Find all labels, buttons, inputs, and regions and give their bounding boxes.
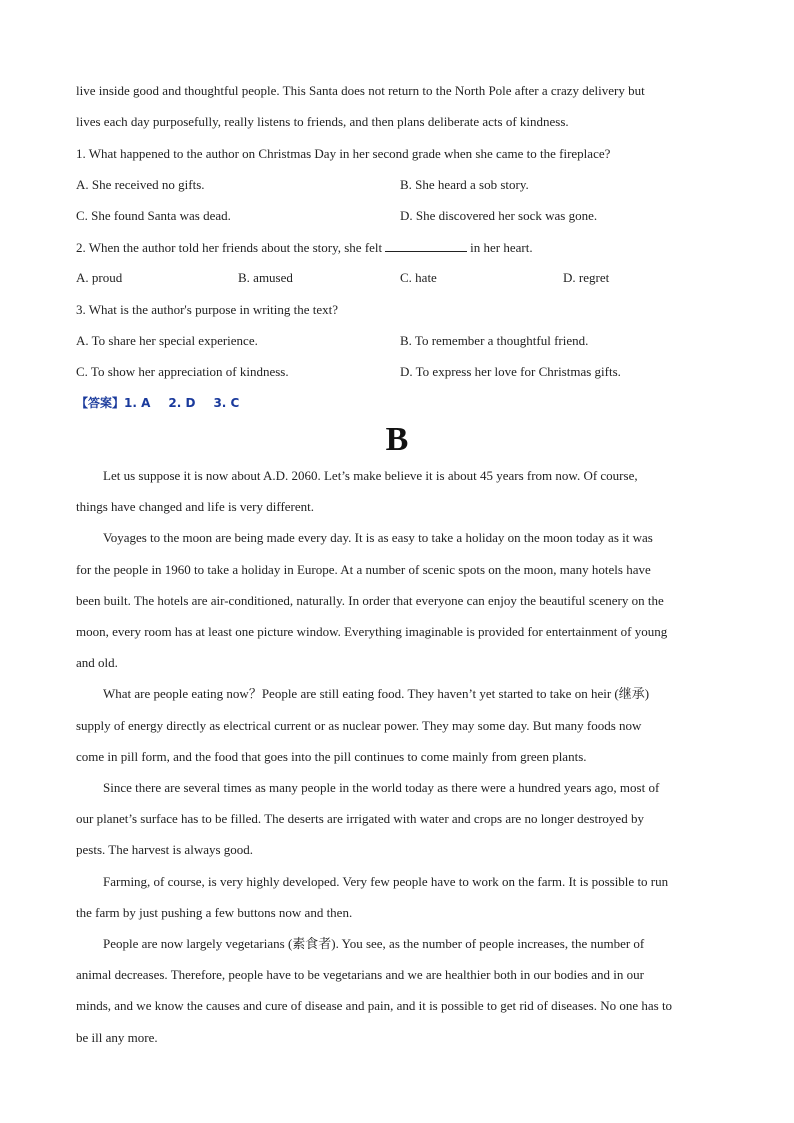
question-3-text: 3. What is the author's purpose in writing the text?	[76, 302, 339, 317]
intro-line: lives each day purposefully, really listens to friends, and then plans deliberate acts of kindness.	[76, 114, 569, 129]
question-1-option-c: C. She found Santa was dead.	[76, 208, 231, 223]
question-2-option-b: B. amused	[238, 270, 293, 285]
passage-line: our planet’s surface has to be filled. The deserts are irrigated with water and crops are no longer destroyed by	[76, 811, 644, 826]
passage-line: come in pill form, and the food that goes into the pill continues to come mainly from green plants.	[76, 749, 587, 764]
question-3-option-d: D. To express her love for Christmas gifts.	[400, 364, 621, 379]
passage-line: animal decreases. Therefore, people have to be vegetarians and we are healthier both in our bodies and in our	[76, 967, 644, 982]
question-2-option-a: A. proud	[76, 270, 123, 285]
answer-item: 2. D	[168, 396, 196, 410]
section-title: B	[385, 421, 409, 458]
passage-line: Since there are several times as many people in the world today as there were a hundred years ago, most of	[103, 780, 660, 795]
question-1-option-b: B. She heard a sob story.	[400, 177, 529, 192]
passage-line: be ill any more.	[76, 1030, 158, 1045]
question-2-option-c: C. hate	[400, 270, 437, 285]
passage-line: People are now largely vegetarians (素食者). You see, as the number of people increases, the number of	[103, 936, 645, 951]
question-2-text	[76, 238, 720, 257]
question-1-option-a: A. She received no gifts.	[76, 177, 205, 192]
passage-line: moon, every room has at least one picture window. Everything imaginable is provided for entertainment of young	[76, 624, 668, 639]
question-3-option-b: B. To remember a thoughtful friend.	[400, 333, 589, 348]
answer-blank	[385, 238, 467, 252]
passage-line: supply of energy directly as electrical current or as nuclear power. They may some day. But many foods now	[76, 718, 642, 733]
question-3-option-a: A. To share her special experience.	[76, 333, 258, 348]
question-2-option-d: D. regret	[563, 270, 610, 285]
question-2-text-after: in her heart.	[470, 240, 533, 255]
question-3-option-c: C. To show her appreciation of kindness.	[76, 364, 289, 379]
passage-line: and old.	[76, 655, 118, 670]
passage-line: What are people eating now？People are still eating food. They haven’t yet started to take on heir (继承)	[103, 686, 650, 701]
question-1-option-d: D. She discovered her sock was gone.	[400, 208, 598, 223]
question-2-text-before: 2. When the author told her friends about the story, she felt	[76, 240, 383, 255]
answer-item: 1. A	[124, 396, 151, 410]
question-1-text: 1. What happened to the author on Christmas Day in her second grade when she came to the fireplace?	[76, 146, 611, 161]
passage-line: Voyages to the moon are being made every day. It is as easy to take a holiday on the moon today as it was	[103, 530, 653, 545]
intro-line: live inside good and thoughtful people. This Santa does not return to the North Pole after a crazy delivery but	[76, 83, 645, 98]
passage-line: Farming, of course, is very highly developed. Very few people have to work on the farm. It is possible to run	[103, 874, 669, 889]
answer-item: 3. C	[213, 396, 240, 410]
passage-line: minds, and we know the causes and cure of disease and pain, and it is possible to get rid of diseases. No one has to	[76, 998, 673, 1013]
passage-line: been built. The hotels are air-conditioned, naturally. In order that everyone can enjoy the beautiful scenery on the	[76, 593, 664, 608]
passage-line: things have changed and life is very different.	[76, 499, 315, 514]
passage-line: the farm by just pushing a few buttons now and then.	[76, 905, 353, 920]
passage-line: Let us suppose it is now about A.D. 2060. Let’s make believe it is about 45 years from now. Of course,	[103, 468, 638, 483]
answer-key	[76, 394, 257, 412]
answer-label: 【答案】	[76, 396, 125, 410]
passage-line: pests. The harvest is always good.	[76, 842, 254, 857]
passage-line: for the people in 1960 to take a holiday in Europe. At a number of scenic spots on the moon, many hotels have	[76, 562, 651, 577]
